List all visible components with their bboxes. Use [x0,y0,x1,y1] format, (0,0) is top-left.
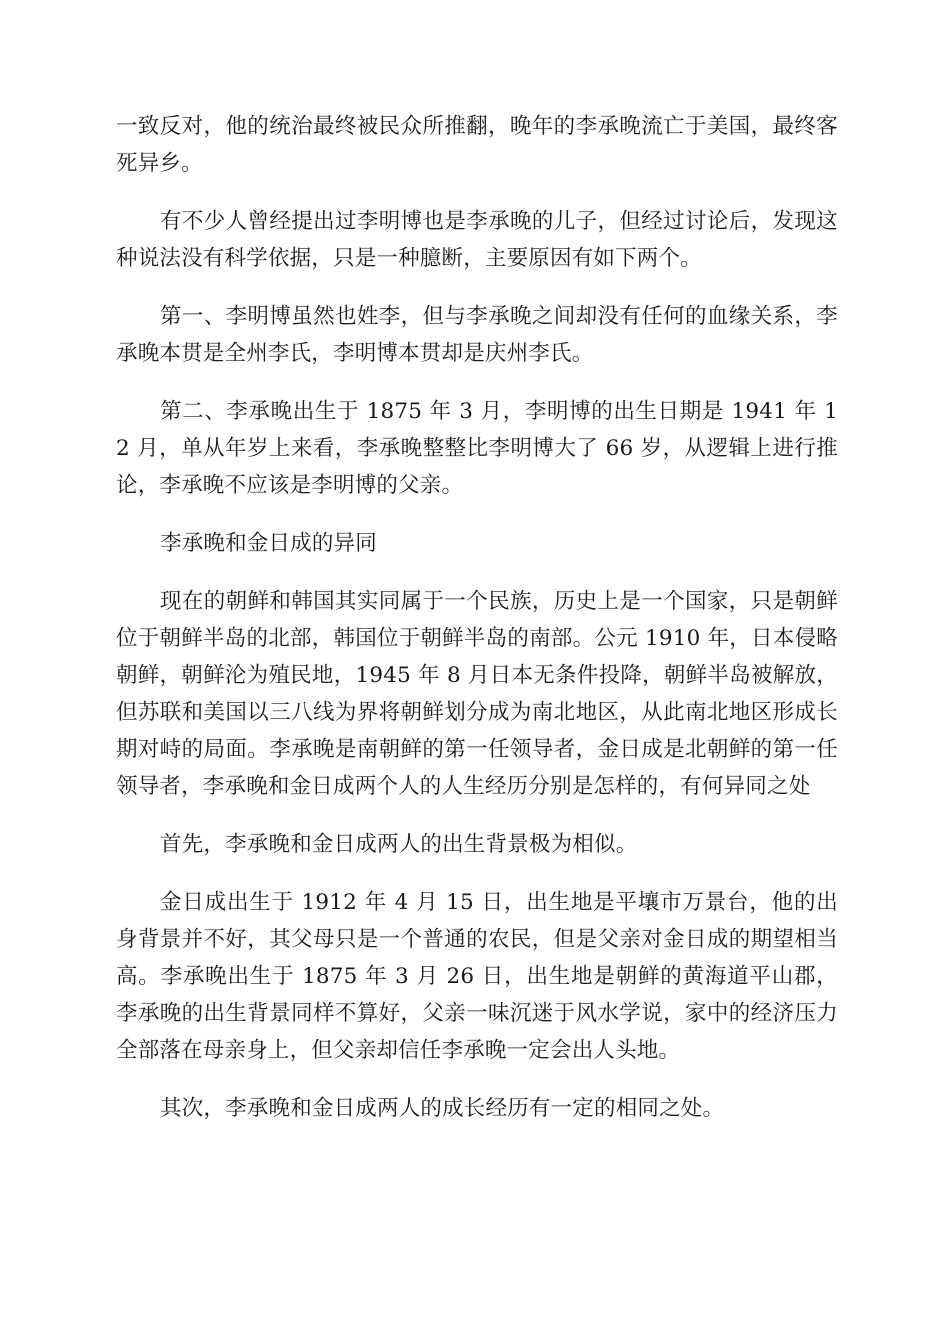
paragraph-claim: 有不少人曾经提出过李明博也是李承晚的儿子，但经过讨论后，发现这种说法没有科学依据，只是一种臆断，主要原因有如下两个。 [116,209,838,271]
paragraph-reason-two: 第二、李承晚出生于 1875 年 3 月，李明博的出生日期是 1941 年 12 月，单从年岁上来看，李承晚整整比李明博大了 66 岁，从逻辑上进行推论，李承晚不应该是李明博的父亲。 [116,399,838,498]
paragraph-continuation: 一致反对，他的统治最终被民众所推翻，晚年的李承晚流亡于美国，最终客死异乡。 [116,114,838,176]
section-heading: 李承晚和金日成的异同 [160,531,378,556]
paragraph-background: 现在的朝鲜和韩国其实同属于一个民族，历史上是一个国家，只是朝鲜位于朝鲜半岛的北部，韩国位于朝鲜半岛的南部。公元 1910 年，日本侵略朝鲜，朝鲜沦为殖民地，1945 年 8 月日本无条件投降，朝鲜半岛被解放，但苏联和美国以三八线为界将朝鲜划分成为南北地区，从此南北地区形成长期对峙的局面。李承晚是南朝鲜的第一任领导者，金日成是北朝鲜的第一任领导者，李承晚和金日成两个人的人生经历分别是怎样的，有何异同之处 [116,589,838,799]
document-body [116,108,838,1148]
paragraph-reason-one: 第一、李明博虽然也姓李，但与李承晚之间却没有任何的血缘关系，李承晚本贯是全州李氏，李明博本贯却是庆州李氏。 [116,304,838,366]
paragraph-second-point: 其次，李承晚和金日成两人的成长经历有一定的相同之处。 [160,1096,725,1121]
paragraph-first-point: 首先，李承晚和金日成两人的出生背景极为相似。 [160,832,638,857]
paragraph-birth-details: 金日成出生于 1912 年 4 月 15 日，出生地是平壤市万景台，他的出身背景并不好，其父母只是一个普通的农民，但是父亲对金日成的期望相当高。李承晚出生于 1875 年 3 月 26 日，出生地是朝鲜的黄海道平山郡，李承晚的出生背景同样不算好，父亲一味沉迷于风水学说，家中的经济压力全部落在母亲身上，但父亲却信任李承晚一定会出人头地。 [116,890,838,1063]
